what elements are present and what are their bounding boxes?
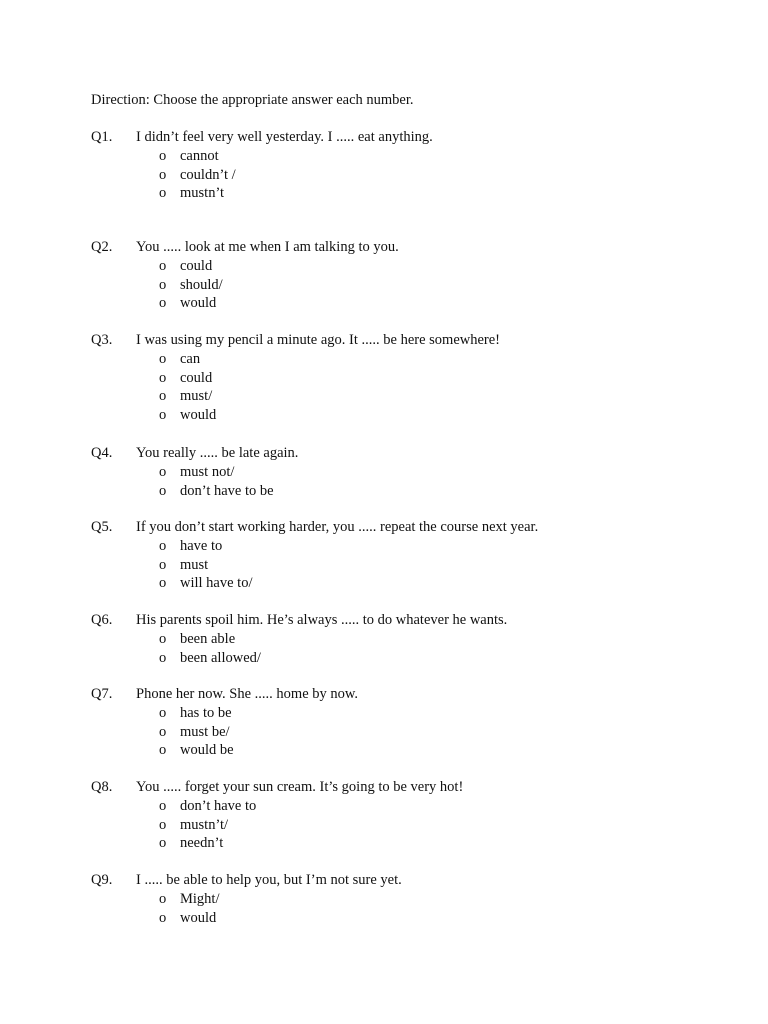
option-item bbox=[91, 147, 691, 166]
question-text: His parents spoil him. He’s always ..... to do whatever he wants. bbox=[136, 612, 508, 628]
question-9 bbox=[91, 871, 691, 927]
circle-bullet-icon: o bbox=[159, 705, 167, 721]
question-4 bbox=[91, 444, 691, 500]
question-line bbox=[91, 238, 691, 257]
option-text: should/ bbox=[180, 276, 223, 293]
circle-bullet-icon: o bbox=[159, 369, 167, 386]
circle-bullet-icon: o bbox=[159, 166, 167, 183]
option-text: would bbox=[180, 407, 217, 424]
circle-bullet-icon: o bbox=[159, 258, 167, 274]
circle-bullet-icon: o bbox=[159, 538, 167, 554]
option-text: would bbox=[180, 295, 217, 312]
option-list bbox=[91, 350, 691, 425]
question-line bbox=[91, 128, 691, 147]
question-line bbox=[91, 611, 691, 630]
question-number: Q1. bbox=[91, 129, 113, 145]
circle-bullet-icon: o bbox=[159, 407, 167, 424]
question-line bbox=[91, 331, 691, 350]
option-item bbox=[91, 276, 691, 295]
question-line bbox=[91, 685, 691, 704]
question-number: Q4. bbox=[91, 445, 113, 461]
option-item bbox=[91, 574, 691, 593]
question-1 bbox=[91, 128, 691, 203]
option-list bbox=[91, 147, 691, 203]
question-3 bbox=[91, 331, 691, 425]
circle-bullet-icon: o bbox=[159, 798, 167, 814]
question-number: Q6. bbox=[91, 612, 113, 628]
question-number: Q3. bbox=[91, 332, 113, 348]
option-text: must be/ bbox=[180, 723, 230, 740]
option-item bbox=[91, 816, 691, 835]
question-line bbox=[91, 518, 691, 537]
circle-bullet-icon: o bbox=[159, 909, 167, 926]
circle-bullet-icon: o bbox=[159, 295, 167, 312]
option-item bbox=[91, 294, 691, 313]
option-text: don’t have to be bbox=[180, 482, 274, 499]
option-item bbox=[91, 350, 691, 369]
option-list bbox=[91, 463, 691, 500]
question-text: You ..... look at me when I am talking to you. bbox=[136, 239, 399, 255]
option-list bbox=[91, 890, 691, 927]
question-text: You really ..... be late again. bbox=[136, 445, 299, 461]
option-list bbox=[91, 797, 691, 853]
option-text: will have to/ bbox=[180, 575, 253, 592]
question-6 bbox=[91, 611, 691, 667]
option-text: cannot bbox=[180, 148, 219, 164]
circle-bullet-icon: o bbox=[159, 148, 167, 164]
option-item bbox=[91, 909, 691, 928]
question-8 bbox=[91, 778, 691, 853]
option-item bbox=[91, 463, 691, 482]
circle-bullet-icon: o bbox=[159, 185, 167, 202]
question-2 bbox=[91, 238, 691, 313]
question-line bbox=[91, 778, 691, 797]
circle-bullet-icon: o bbox=[159, 835, 167, 852]
option-item bbox=[91, 890, 691, 909]
direction-text: Direction: Choose the appropriate answer each number. bbox=[91, 92, 414, 108]
option-text: would bbox=[180, 909, 217, 926]
option-text: would be bbox=[180, 742, 234, 759]
option-item bbox=[91, 406, 691, 425]
option-list bbox=[91, 537, 691, 593]
circle-bullet-icon: o bbox=[159, 276, 167, 293]
option-text: have to bbox=[180, 538, 223, 554]
option-item bbox=[91, 741, 691, 760]
circle-bullet-icon: o bbox=[159, 891, 167, 907]
circle-bullet-icon: o bbox=[159, 723, 167, 740]
question-text: You ..... forget your sun cream. It’s going to be very hot! bbox=[136, 779, 464, 795]
option-item bbox=[91, 257, 691, 276]
option-item bbox=[91, 649, 691, 668]
option-item bbox=[91, 704, 691, 723]
option-item bbox=[91, 797, 691, 816]
question-text: I ..... be able to help you, but I’m not sure yet. bbox=[136, 872, 402, 888]
circle-bullet-icon: o bbox=[159, 556, 167, 573]
option-list bbox=[91, 257, 691, 313]
option-item bbox=[91, 556, 691, 575]
option-text: must/ bbox=[180, 388, 213, 405]
option-item bbox=[91, 482, 691, 501]
question-number: Q9. bbox=[91, 872, 113, 888]
circle-bullet-icon: o bbox=[159, 631, 167, 647]
circle-bullet-icon: o bbox=[159, 482, 167, 499]
circle-bullet-icon: o bbox=[159, 816, 167, 833]
option-text: don’t have to bbox=[180, 798, 257, 814]
option-text: mustn’t/ bbox=[180, 816, 229, 833]
option-item bbox=[91, 630, 691, 649]
option-item bbox=[91, 387, 691, 406]
option-item bbox=[91, 537, 691, 556]
question-line bbox=[91, 444, 691, 463]
option-text: could bbox=[180, 369, 213, 386]
question-number: Q5. bbox=[91, 519, 113, 535]
option-text: could bbox=[180, 258, 213, 274]
question-text: If you don’t start working harder, you ..... repeat the course next year. bbox=[136, 519, 539, 535]
question-5 bbox=[91, 518, 691, 593]
option-item bbox=[91, 723, 691, 742]
question-text: I didn’t feel very well yesterday. I ..... eat anything. bbox=[136, 129, 433, 145]
circle-bullet-icon: o bbox=[159, 649, 167, 666]
option-text: been allowed/ bbox=[180, 649, 261, 666]
option-item bbox=[91, 184, 691, 203]
question-number: Q8. bbox=[91, 779, 113, 795]
question-number: Q7. bbox=[91, 686, 113, 702]
circle-bullet-icon: o bbox=[159, 575, 167, 592]
question-text: Phone her now. She ..... home by now. bbox=[136, 686, 359, 702]
circle-bullet-icon: o bbox=[159, 742, 167, 759]
option-text: must bbox=[180, 556, 209, 573]
question-line bbox=[91, 871, 691, 890]
option-text: needn’t bbox=[180, 835, 224, 852]
question-text: I was using my pencil a minute ago. It ..... be here somewhere! bbox=[136, 332, 501, 348]
circle-bullet-icon: o bbox=[159, 351, 167, 367]
option-text: mustn’t bbox=[180, 185, 225, 202]
option-item bbox=[91, 834, 691, 853]
option-text: can bbox=[180, 351, 201, 367]
option-item bbox=[91, 166, 691, 185]
option-text: Might/ bbox=[180, 891, 220, 907]
question-number: Q2. bbox=[91, 239, 113, 255]
option-list bbox=[91, 704, 691, 760]
option-item bbox=[91, 369, 691, 388]
option-text: been able bbox=[180, 631, 236, 647]
option-text: couldn’t / bbox=[180, 166, 236, 183]
option-text: has to be bbox=[180, 705, 232, 721]
question-7 bbox=[91, 685, 691, 760]
circle-bullet-icon: o bbox=[159, 388, 167, 405]
circle-bullet-icon: o bbox=[159, 464, 167, 480]
option-text: must not/ bbox=[180, 464, 235, 480]
option-list bbox=[91, 630, 691, 667]
